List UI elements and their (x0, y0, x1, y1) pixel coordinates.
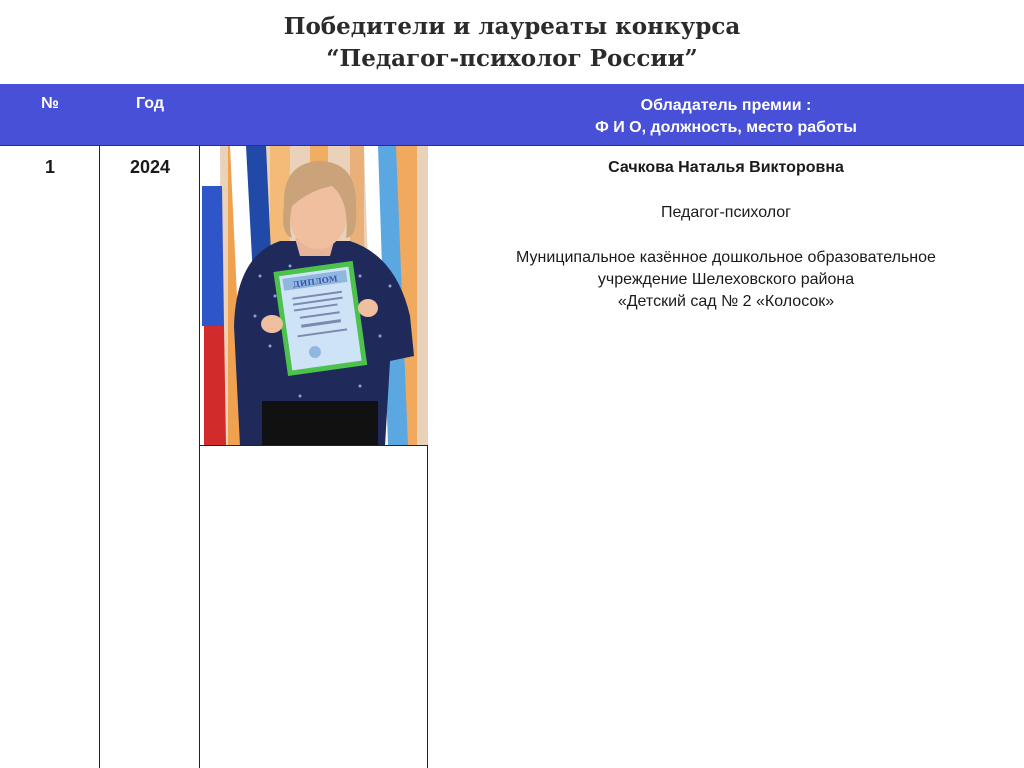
column-header-winner-line-1: Обладатель премии : (640, 97, 812, 114)
winner-name: Сачкова Наталья Викторовна (608, 159, 844, 176)
diploma-title: ДИПЛОМ (292, 273, 339, 290)
column-header-number: № (41, 95, 59, 112)
column-divider (99, 146, 100, 768)
winner-photo (200, 146, 428, 446)
table-header-row (0, 84, 1024, 146)
row-year: 2024 (129, 157, 171, 177)
column-header-winner (428, 84, 1024, 146)
winner-organization-line-1: Муниципальное казённое дошкольное образовательное (516, 249, 936, 266)
winner-organization (428, 247, 1024, 313)
winner-details (428, 157, 1024, 313)
page-header (0, 0, 1024, 84)
row-number: 1 (44, 157, 55, 177)
winner-organization-line-3: «Детский сад № 2 «Колосок» (617, 293, 835, 310)
page-title-line-1: Победители и лауреаты конкурса (283, 13, 741, 40)
page-title-line-2: “Педагог-психолог России” (326, 45, 698, 72)
table-row (0, 146, 1024, 768)
column-header-year: Год (136, 95, 164, 112)
winner-position: Педагог-психолог (660, 204, 792, 221)
column-header-winner-line-2: Ф И О, должность, место работы (595, 119, 857, 136)
winner-organization-line-2: учреждение Шелеховского района (597, 271, 855, 288)
